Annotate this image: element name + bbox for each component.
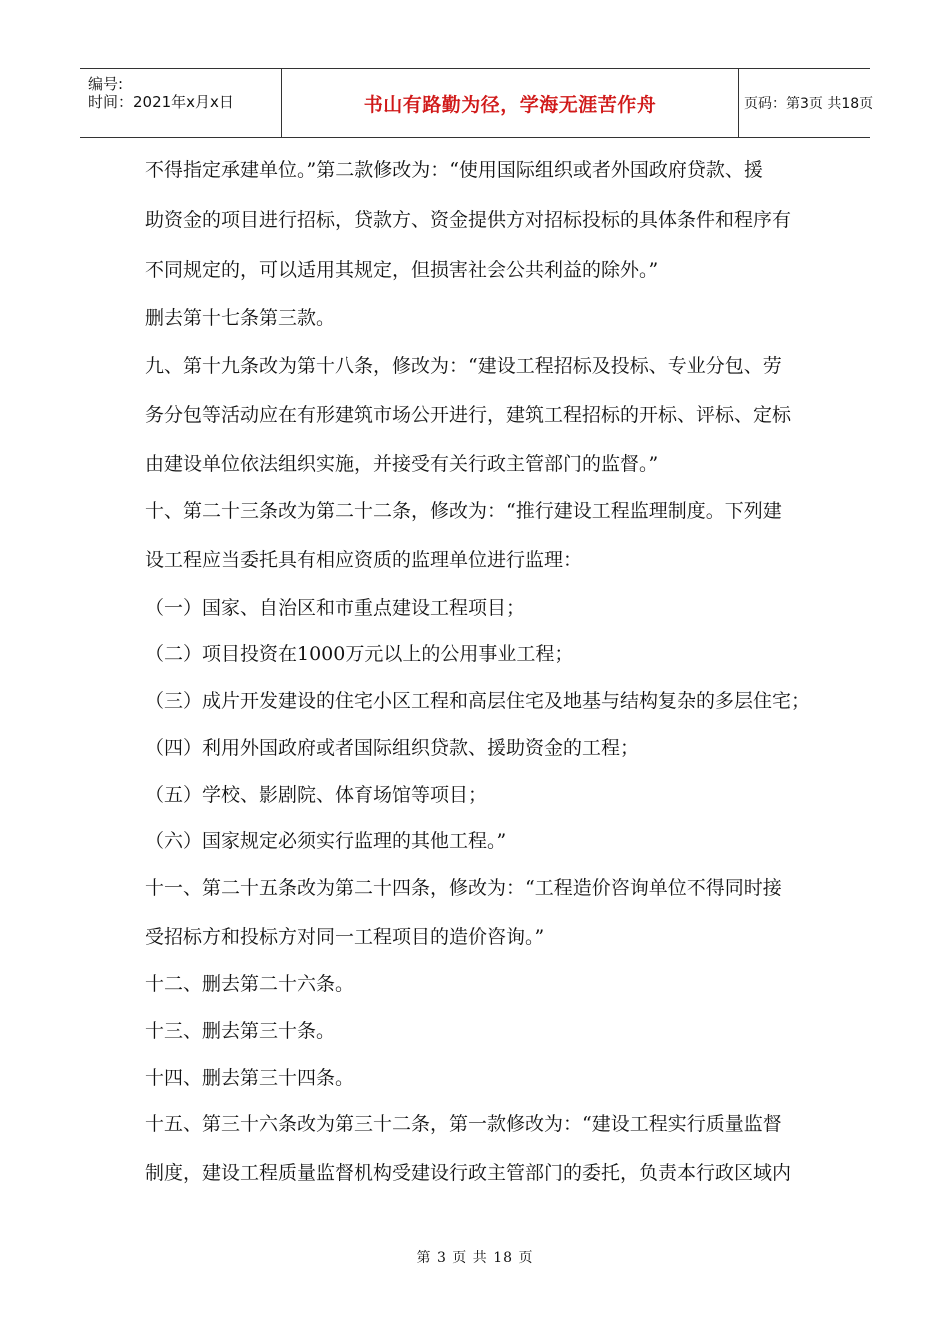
body-line: 十、第二十三条改为第二十二条，修改为：“推行建设工程监理制度。下列建 — [145, 500, 782, 522]
body-line: 设工程应当委托具有相应资质的监理单位进行监理： — [145, 549, 583, 571]
body-line: 由建设单位依法组织实施，并接受有关行政主管部门的监督。” — [145, 453, 659, 475]
body-line: （一）国家、自治区和市重点建设工程项目； — [145, 597, 526, 619]
body-line: 十三、删去第三十条。 — [145, 1020, 336, 1042]
body-line: 不同规定的，可以适用其规定，但损害社会公共利益的除外。” — [145, 259, 659, 281]
document-number-label: 编号: — [88, 75, 124, 93]
body-line: （六）国家规定必须实行监理的其他工程。” — [145, 830, 507, 852]
body-line: 删去第十七条第三款。 — [145, 307, 336, 329]
body-line: 助资金的项目进行招标，贷款方、资金提供方对招标投标的具体条件和程序有 — [145, 209, 792, 231]
header-page-cell — [738, 69, 876, 137]
body-line: （五）学校、影剧院、体育场馆等项目； — [145, 784, 488, 806]
header-motto: 书山有路勤为径，学海无涯苦作舟 — [363, 93, 657, 116]
body-line: 十二、删去第二十六条。 — [145, 973, 355, 995]
body-line: （二）项目投资在1000万元以上的公用事业工程； — [145, 643, 574, 665]
header-page-info: 页码：第3页 共18页 — [744, 96, 874, 112]
body-line: 十四、删去第三十四条。 — [145, 1067, 355, 1089]
document-date-label: 时间：2021年x月x日 — [88, 93, 234, 111]
body-line: （四）利用外国政府或者国际组织贷款、援助资金的工程； — [145, 737, 640, 759]
body-line: 九、第十九条改为第十八条，修改为：“建设工程招标及投标、专业分包、劳 — [145, 355, 782, 377]
body-line: 十五、第三十六条改为第三十二条，第一款修改为：“建设工程实行质量监督 — [145, 1113, 782, 1135]
body-line: 受招标方和投标方对同一工程项目的造价咨询。” — [145, 926, 545, 948]
header-meta — [80, 69, 280, 137]
body-line: （三）成片开发建设的住宅小区工程和高层住宅及地基与结构复杂的多层住宅； — [145, 690, 811, 712]
body-line: 不得指定承建单位。”第二款修改为：“使用国际组织或者外国政府贷款、援 — [145, 159, 763, 181]
body-line: 十一、第二十五条改为第二十四条，修改为：“工程造价咨询单位不得同时接 — [145, 877, 782, 899]
document-header — [80, 68, 874, 138]
body-line: 制度，建设工程质量监督机构受建设行政主管部门的委托，负责本行政区域内 — [145, 1162, 792, 1184]
page-footer: 第 3 页 共 18 页 — [416, 1250, 534, 1266]
body-line: 务分包等活动应在有形建筑市场公开进行，建筑工程招标的开标、评标、定标 — [145, 404, 792, 426]
header-motto-cell — [281, 69, 739, 137]
